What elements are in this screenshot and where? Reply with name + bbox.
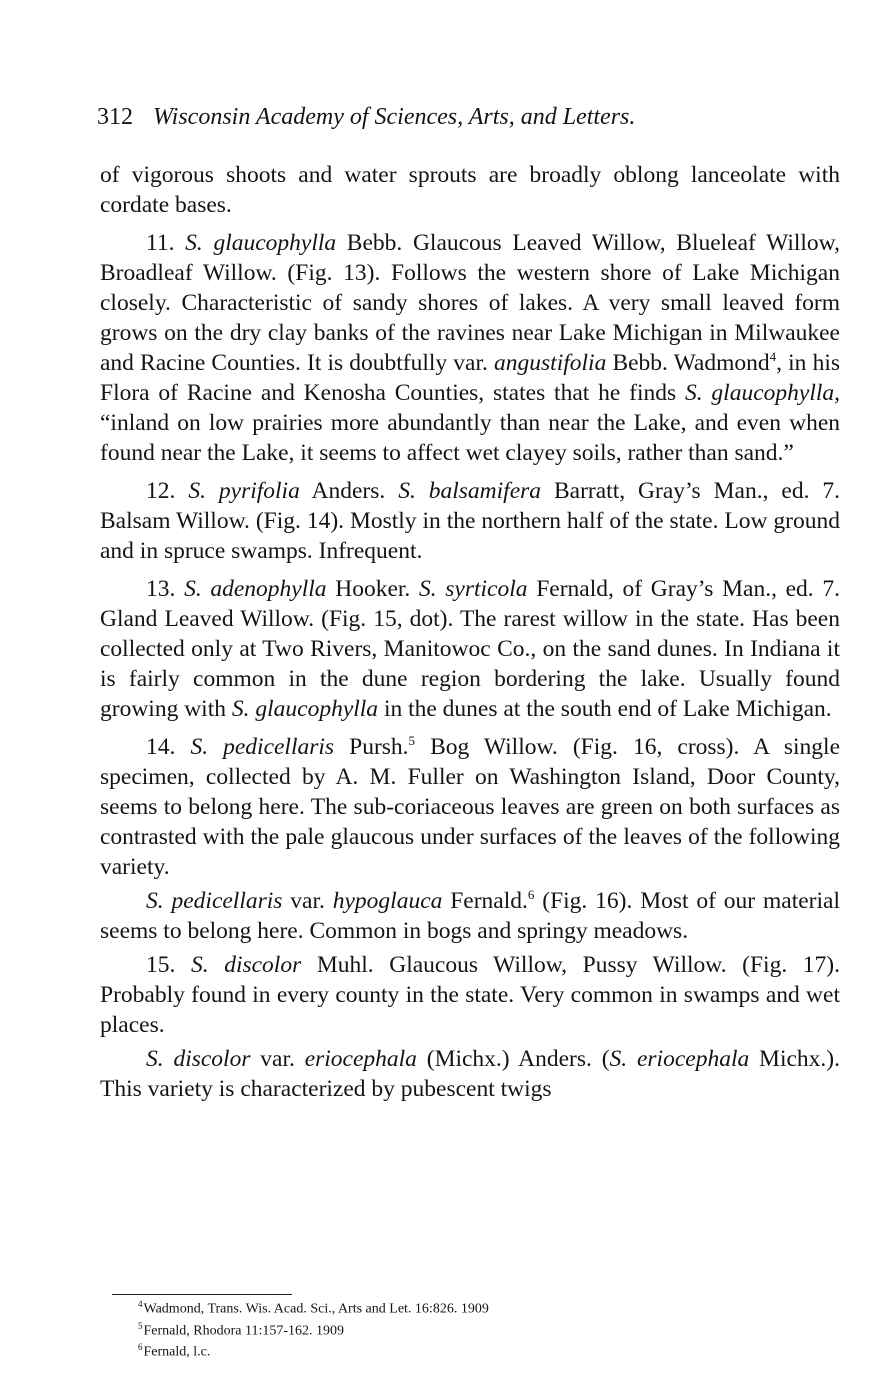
- entry-text: Pursh.: [334, 734, 409, 760]
- entry-text: Bog Willow. (Fig. 16, cross). A single specimen, collected by A. M. Fuller on Washington Island, Door County, seems to belong here. The sub-coriaceous leaves are green on both surfaces as contrasted with the pale glaucous under surfaces of the leaves of the following variety.: [100, 734, 840, 880]
- footnote-mark: 6: [138, 1342, 143, 1353]
- entry-15-variety: [100, 1044, 840, 1104]
- species-name: S. pedicellaris: [146, 888, 283, 914]
- species-name: S. glaucophylla: [231, 696, 379, 722]
- species-name: S. pedicellaris: [190, 734, 335, 760]
- running-head: [97, 101, 797, 133]
- entry-text: Michx.). This variety is characterized by pubescent twigs: [100, 1046, 840, 1102]
- footnote-ref: 6: [527, 887, 535, 903]
- entry-number: 14.: [146, 734, 176, 760]
- footnote-text: Fernald, l.c.: [143, 1344, 211, 1360]
- footnote: [138, 1318, 738, 1340]
- paragraph-continuation: of vigorous shoots and water sprouts are broadly oblong lanceolate with cordate bases.: [100, 162, 840, 218]
- entry-text: (Michx.) Anders. (: [416, 1046, 610, 1072]
- entry-text: “inland on low prairies more abundantly than near the Lake, and even when found near the Lake, it seems to affect wet clayey soils, rather than sand.”: [100, 410, 840, 466]
- synonym-name: S. eriocephala: [609, 1046, 750, 1072]
- entry-13: [100, 574, 840, 724]
- entry-12: [100, 476, 840, 566]
- journal-title: Wisconsin Academy of Sciences, Arts, and Letters.: [153, 104, 636, 130]
- entry-text: var.: [282, 888, 333, 914]
- entry-14-variety: [100, 886, 840, 946]
- entry-text: , in his Flora of Racine and Kenosha Counties, states that he finds: [100, 350, 840, 406]
- species-name: S. discolor: [190, 952, 302, 978]
- entry-text: Bebb. Wadmond: [606, 350, 770, 376]
- synonym-name: S. balsamifera: [398, 478, 542, 504]
- entry-text: var.: [250, 1046, 305, 1072]
- entry-number: 12.: [146, 478, 176, 504]
- footnotes: [138, 1296, 738, 1361]
- footnote: [138, 1339, 738, 1361]
- entry-15: [100, 950, 840, 1040]
- species-name: S. adenophylla: [184, 576, 327, 602]
- entry-number: 15.: [146, 952, 176, 978]
- footnote: [138, 1296, 738, 1318]
- species-name: S. pyrifolia: [188, 478, 300, 504]
- entry-text: Hooker.: [326, 576, 419, 602]
- entry-text: Anders.: [299, 478, 399, 504]
- entry-text: Fernald, of Gray’s Man., ed. 7. Gland Leaved Willow. (Fig. 15, dot). The rarest willow in the state. Has been collected only at Two Rivers, Manitowoc Co., on the sand dunes. In Indiana it is fairly common in the dune region bordering the lake. Usually found growing with: [100, 576, 840, 722]
- entry-text: Bebb. Glaucous Leaved Willow, Blueleaf Willow, Broadleaf Willow. (Fig. 13). Follows the western shore of Lake Michigan closely. Characteristic of sandy shores of lakes. A very small leaved form grows on the dry clay banks of the ravines near Lake Michigan in Milwaukee and Racine Counties. It is doubtfully var.: [100, 230, 840, 376]
- entry-number: 13.: [146, 576, 176, 602]
- footnote-text: Wadmond, Trans. Wis. Acad. Sci., Arts and Let. 16:826. 1909: [143, 1301, 489, 1317]
- entry-14: [100, 732, 840, 882]
- entry-number: 11.: [146, 230, 175, 256]
- variety-name: eriocephala: [304, 1046, 417, 1072]
- footnote-text: Fernald, Rhodora 11:157-162. 1909: [143, 1323, 345, 1339]
- entry-text: Barratt, Gray’s Man., ed. 7. Balsam Willow. (Fig. 14). Mostly in the northern half of the state. Low ground and in spruce swamps. Infrequent.: [100, 478, 841, 564]
- footnote-ref: 5: [408, 733, 416, 749]
- footnote-rule: [112, 1294, 292, 1295]
- species-name: S. discolor: [146, 1046, 251, 1072]
- footnote-ref: 4: [769, 349, 777, 365]
- footnote-mark: 4: [138, 1299, 143, 1309]
- species-name: S. glaucophylla: [185, 230, 337, 256]
- variety-name: angustifolia: [494, 350, 607, 376]
- species-name: S. glaucophylla,: [684, 380, 840, 406]
- variety-name: hypoglauca: [332, 888, 443, 914]
- page-number: 312: [97, 104, 133, 130]
- entry-text: in the dunes at the south end of Lake Michigan.: [378, 696, 832, 722]
- entry-text: (Fig. 16). Most of our material seems to belong here. Common in bogs and springy meadows.: [100, 888, 840, 944]
- entry-text: Muhl. Glaucous Willow, Pussy Willow. (Fig. 17). Probably found in every county in the state. Very common in swamps and wet places.: [100, 952, 841, 1038]
- entry-11: [100, 228, 840, 468]
- footnote-mark: 5: [138, 1320, 143, 1331]
- body-text: [100, 160, 840, 1108]
- synonym-name: S. syrticola: [418, 576, 528, 602]
- entry-text: Fernald.: [442, 888, 528, 914]
